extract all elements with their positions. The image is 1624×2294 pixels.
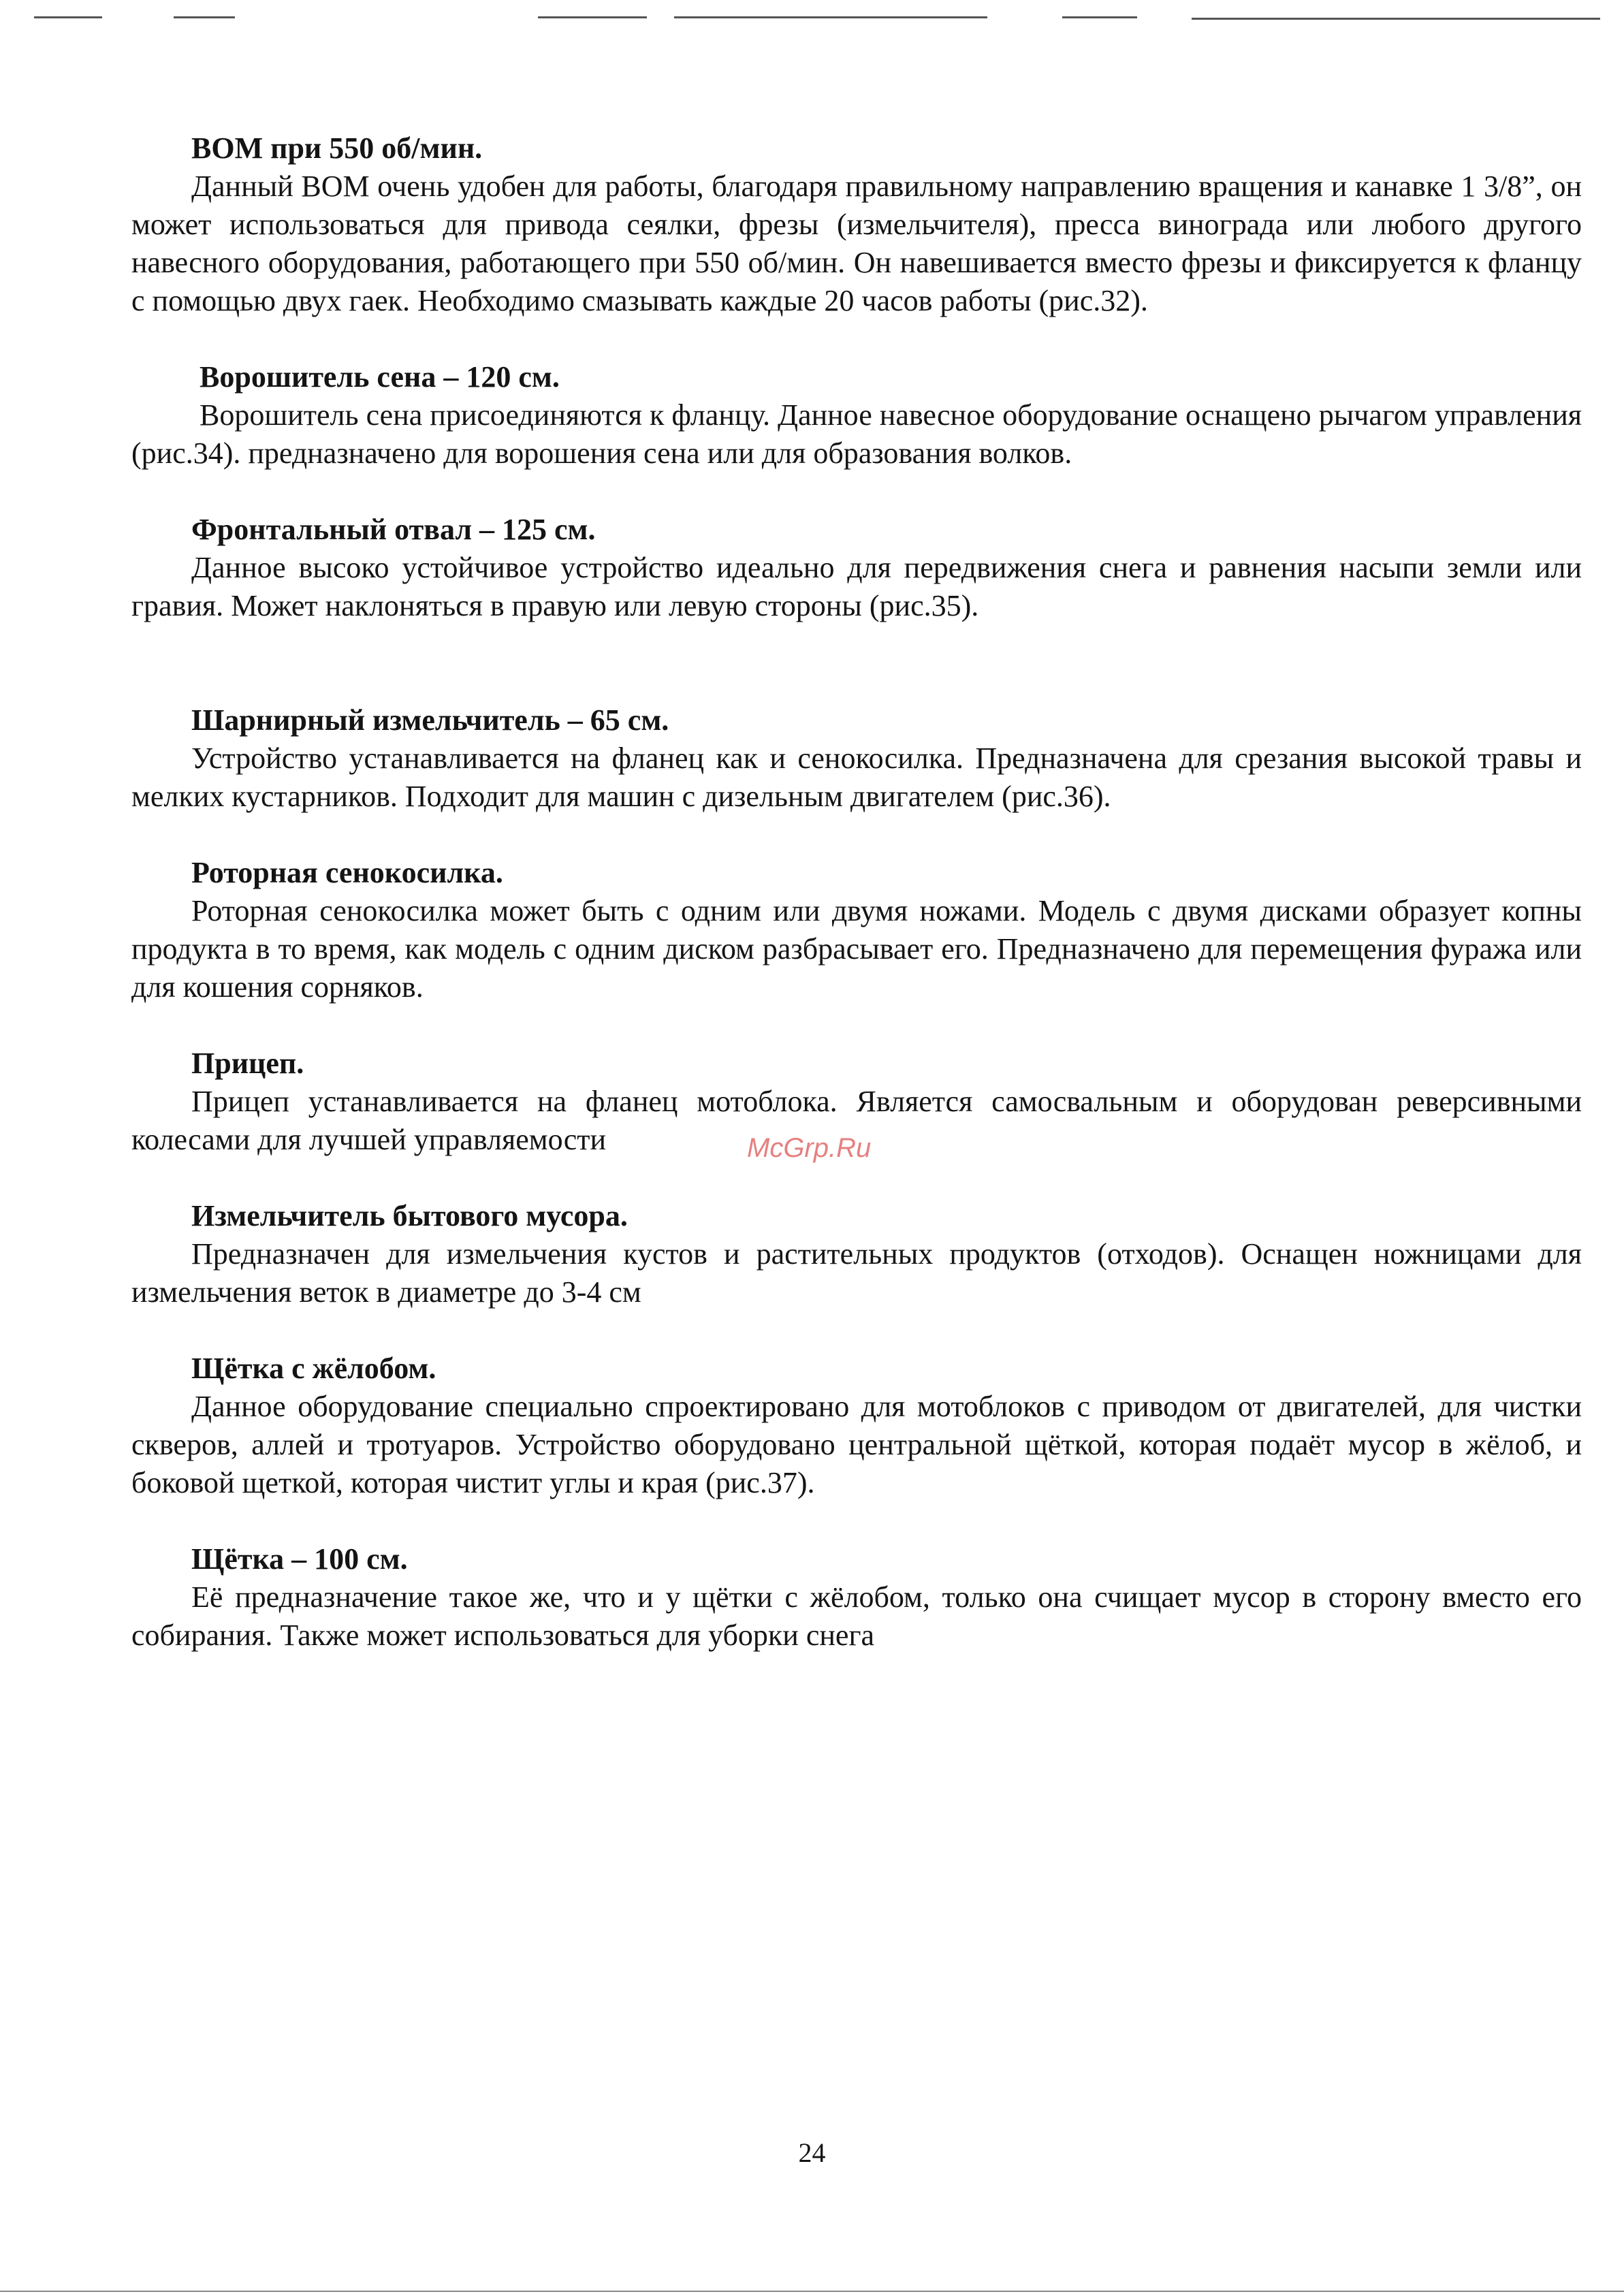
section-vom [131,129,1582,320]
section-heading: Прицеп. [191,1047,304,1080]
section-paragraph: Предназначен для измельчения кустов и растительных продуктов (отходов). Оснащен ножницами для измельчения веток в диаметре до 3-4 см [131,1237,1582,1309]
section-paragraph: Её предназначение такое же, что и у щётки с жёлобом, только она счищает мусор в сторону вместо его собирания. Также может использоваться для уборки снега [131,1580,1582,1652]
scan-artifact-line [674,16,987,18]
section-heading: Фронтальный отвал – 125 см. [191,513,596,546]
section-heading: Измельчитель бытового мусора. [191,1199,628,1232]
section-paragraph: Устройство устанавливается на фланец как и сенокосилка. Предназначена для срезания высокой травы и мелких кустарников. Подходит для машин с дизельным двигателем (рис.36). [131,742,1582,813]
section-heading: Ворошитель сена – 120 см. [200,360,560,394]
section-paragraph: Прицеп устанавливается на фланец мотоблока. Является самосвальным и оборудован реверсивными колесами для лучшей управляемости [131,1085,1582,1156]
section-paragraph: Данный ВОМ очень удобен для работы, благодаря правильному направлению вращения и канавке 1 3/8”, он может использоваться для привода сеялки, фрезы (измельчителя), пресса винограда или любого другого навесного оборудования, работающего при 550 об/мин. Он навешивается вместо фрезы и фиксируется к фланцу с помощью двух гаек. Необходимо смазывать каждые 20 часов работы (рис.32). [131,170,1582,317]
section-flail-mower [131,701,1582,816]
section-heading: ВОМ при 550 об/мин. [191,131,483,165]
document-body [131,129,1582,1655]
section-rotary-mower [131,854,1582,1006]
scan-artifact-line [34,16,102,18]
section-shredder [131,1197,1582,1311]
section-paragraph: Данное высоко устойчивое устройство идеально для передвижения снега и равнения насыпи земли или гравия. Может наклоняться в правую или левую стороны (рис.35). [131,551,1582,622]
scan-artifact-line [1192,18,1600,20]
section-paragraph: Роторная сенокосилка может быть с одним или двумя ножами. Модель с двумя дисками образует копны продукта в то время, как модель с одним диском разбрасывает его. Предназначено для перемещения фуража или для кошения сорняков. [131,894,1582,1004]
section-heading: Щётка – 100 см. [191,1542,408,1576]
section-heading: Шарнирный измельчитель – 65 см. [191,703,669,737]
section-heading: Щётка с жёлобом. [191,1352,436,1385]
section-paragraph: Ворошитель сена присоединяются к фланцу. Данное навесное оборудование оснащено рычагом управления (рис.34). предназначено для ворошения сена или для образования волков. [131,398,1582,470]
section-hay-tedder [131,358,1582,473]
scan-artifact-line [1062,16,1137,18]
section-brush-100 [131,1540,1582,1655]
section-brush-with-chute [131,1350,1582,1502]
section-paragraph: Данное оборудование специально спроектировано для мотоблоков с приводом от двигателей, для чистки скверов, аллей и тротуаров. Устройство оборудовано центральной щёткой, которая подаёт мусор в жёлоб, и боковой щеткой, которая чистит углы и края (рис.37). [131,1390,1582,1499]
watermark: McGrp.Ru [747,1133,872,1163]
scan-artifact-bottom-edge [0,2291,1624,2292]
section-front-blade [131,511,1582,625]
page-number: 24 [798,2137,826,2168]
section-heading: Роторная сенокосилка. [191,856,503,889]
scan-artifact-line [174,16,235,18]
scan-artifact-line [538,16,647,18]
